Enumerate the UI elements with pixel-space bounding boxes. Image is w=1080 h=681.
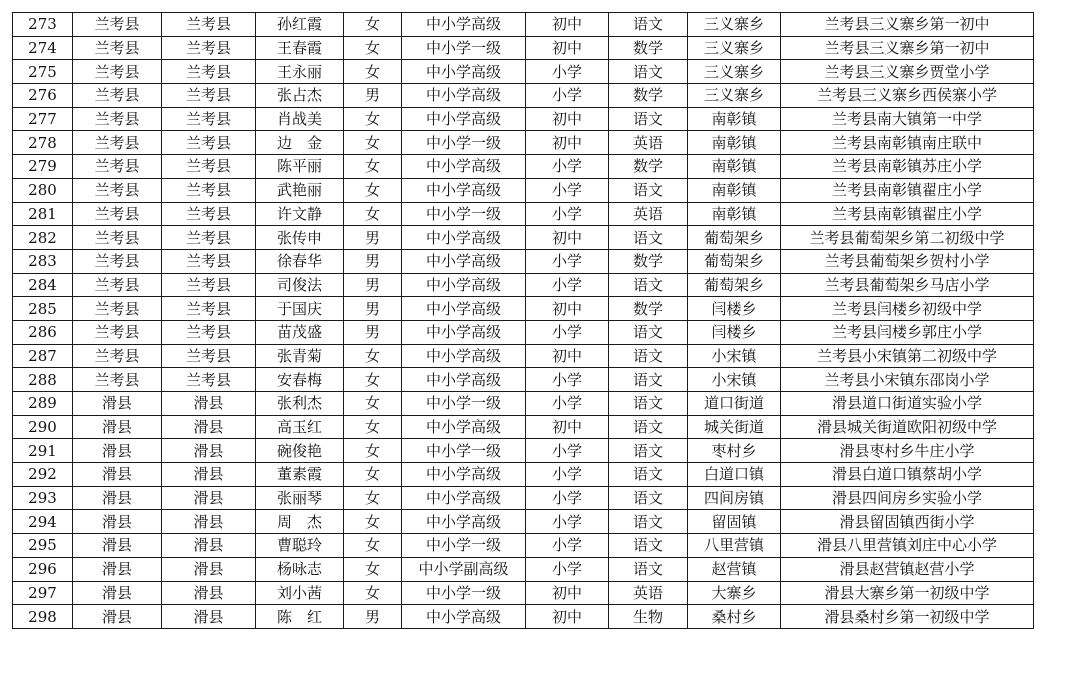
city-cell: 滑县 bbox=[73, 439, 162, 463]
gender-cell: 女 bbox=[344, 344, 402, 368]
row-number: 282 bbox=[13, 226, 73, 250]
subject-cell: 语文 bbox=[609, 344, 688, 368]
name-cell: 王春霞 bbox=[256, 36, 344, 60]
school-level-cell: 初中 bbox=[526, 107, 609, 131]
school-cell: 滑县赵营镇赵营小学 bbox=[781, 557, 1034, 581]
township-cell: 南彰镇 bbox=[688, 155, 781, 179]
township-cell: 南彰镇 bbox=[688, 131, 781, 155]
subject-cell: 语文 bbox=[609, 368, 688, 392]
table-row bbox=[13, 273, 1034, 297]
title-cell: 中小学一级 bbox=[402, 439, 526, 463]
row-number: 281 bbox=[13, 202, 73, 226]
city-cell: 滑县 bbox=[73, 415, 162, 439]
row-number: 288 bbox=[13, 368, 73, 392]
subject-cell: 英语 bbox=[609, 581, 688, 605]
township-cell: 枣村乡 bbox=[688, 439, 781, 463]
city-cell: 兰考县 bbox=[73, 84, 162, 108]
township-cell: 三义寨乡 bbox=[688, 84, 781, 108]
subject-cell: 数学 bbox=[609, 249, 688, 273]
row-number: 283 bbox=[13, 249, 73, 273]
row-number: 285 bbox=[13, 297, 73, 321]
table-body bbox=[13, 13, 1034, 629]
gender-cell: 女 bbox=[344, 439, 402, 463]
title-cell: 中小学高级 bbox=[402, 13, 526, 37]
subject-cell: 生物 bbox=[609, 605, 688, 629]
school-cell: 兰考县葡萄架乡第二初级中学 bbox=[781, 226, 1034, 250]
gender-cell: 男 bbox=[344, 84, 402, 108]
county-cell: 兰考县 bbox=[162, 249, 256, 273]
table-row bbox=[13, 392, 1034, 416]
subject-cell: 语文 bbox=[609, 534, 688, 558]
gender-cell: 女 bbox=[344, 155, 402, 179]
table-row bbox=[13, 439, 1034, 463]
table-row bbox=[13, 534, 1034, 558]
subject-cell: 数学 bbox=[609, 155, 688, 179]
table-row bbox=[13, 249, 1034, 273]
school-level-cell: 小学 bbox=[526, 202, 609, 226]
school-level-cell: 小学 bbox=[526, 486, 609, 510]
county-cell: 滑县 bbox=[162, 581, 256, 605]
county-cell: 兰考县 bbox=[162, 13, 256, 37]
school-cell: 滑县桑村乡第一初级中学 bbox=[781, 605, 1034, 629]
county-cell: 滑县 bbox=[162, 534, 256, 558]
title-cell: 中小学高级 bbox=[402, 226, 526, 250]
title-cell: 中小学高级 bbox=[402, 605, 526, 629]
name-cell: 安春梅 bbox=[256, 368, 344, 392]
city-cell: 兰考县 bbox=[73, 202, 162, 226]
subject-cell: 数学 bbox=[609, 36, 688, 60]
title-cell: 中小学高级 bbox=[402, 84, 526, 108]
subject-cell: 语文 bbox=[609, 178, 688, 202]
subject-cell: 语文 bbox=[609, 392, 688, 416]
school-level-cell: 小学 bbox=[526, 273, 609, 297]
school-cell: 兰考县南彰镇苏庄小学 bbox=[781, 155, 1034, 179]
name-cell: 高玉红 bbox=[256, 415, 344, 439]
title-cell: 中小学高级 bbox=[402, 344, 526, 368]
table-row bbox=[13, 178, 1034, 202]
gender-cell: 女 bbox=[344, 557, 402, 581]
school-cell: 滑县城关街道欧阳初级中学 bbox=[781, 415, 1034, 439]
school-cell: 滑县枣村乡牛庄小学 bbox=[781, 439, 1034, 463]
row-number: 292 bbox=[13, 463, 73, 487]
county-cell: 滑县 bbox=[162, 392, 256, 416]
school-cell: 兰考县葡萄架乡马店小学 bbox=[781, 273, 1034, 297]
subject-cell: 语文 bbox=[609, 226, 688, 250]
gender-cell: 女 bbox=[344, 202, 402, 226]
school-cell: 兰考县葡萄架乡贺村小学 bbox=[781, 249, 1034, 273]
county-cell: 滑县 bbox=[162, 463, 256, 487]
school-cell: 滑县留固镇西街小学 bbox=[781, 510, 1034, 534]
title-cell: 中小学一级 bbox=[402, 392, 526, 416]
gender-cell: 男 bbox=[344, 297, 402, 321]
city-cell: 兰考县 bbox=[73, 226, 162, 250]
name-cell: 碗俊艳 bbox=[256, 439, 344, 463]
city-cell: 兰考县 bbox=[73, 155, 162, 179]
table-row bbox=[13, 320, 1034, 344]
table-row bbox=[13, 486, 1034, 510]
subject-cell: 语文 bbox=[609, 13, 688, 37]
table-row bbox=[13, 415, 1034, 439]
title-cell: 中小学高级 bbox=[402, 368, 526, 392]
row-number: 279 bbox=[13, 155, 73, 179]
city-cell: 兰考县 bbox=[73, 13, 162, 37]
city-cell: 兰考县 bbox=[73, 297, 162, 321]
county-cell: 滑县 bbox=[162, 510, 256, 534]
table-row bbox=[13, 510, 1034, 534]
city-cell: 兰考县 bbox=[73, 60, 162, 84]
city-cell: 滑县 bbox=[73, 581, 162, 605]
school-cell: 兰考县小宋镇东邵岗小学 bbox=[781, 368, 1034, 392]
row-number: 284 bbox=[13, 273, 73, 297]
city-cell: 兰考县 bbox=[73, 131, 162, 155]
school-cell: 滑县道口街道实验小学 bbox=[781, 392, 1034, 416]
school-cell: 兰考县南彰镇翟庄小学 bbox=[781, 202, 1034, 226]
school-cell: 兰考县闫楼乡初级中学 bbox=[781, 297, 1034, 321]
table-row bbox=[13, 344, 1034, 368]
row-number: 296 bbox=[13, 557, 73, 581]
school-level-cell: 小学 bbox=[526, 439, 609, 463]
county-cell: 兰考县 bbox=[162, 320, 256, 344]
name-cell: 武艳丽 bbox=[256, 178, 344, 202]
city-cell: 兰考县 bbox=[73, 36, 162, 60]
name-cell: 司俊法 bbox=[256, 273, 344, 297]
township-cell: 葡萄架乡 bbox=[688, 249, 781, 273]
title-cell: 中小学高级 bbox=[402, 60, 526, 84]
school-cell: 兰考县小宋镇第二初级中学 bbox=[781, 344, 1034, 368]
county-cell: 兰考县 bbox=[162, 202, 256, 226]
table-row bbox=[13, 226, 1034, 250]
name-cell: 王永丽 bbox=[256, 60, 344, 84]
title-cell: 中小学高级 bbox=[402, 178, 526, 202]
city-cell: 滑县 bbox=[73, 510, 162, 534]
county-cell: 兰考县 bbox=[162, 178, 256, 202]
row-number: 291 bbox=[13, 439, 73, 463]
title-cell: 中小学高级 bbox=[402, 297, 526, 321]
title-cell: 中小学高级 bbox=[402, 510, 526, 534]
school-level-cell: 小学 bbox=[526, 84, 609, 108]
county-cell: 兰考县 bbox=[162, 368, 256, 392]
county-cell: 滑县 bbox=[162, 439, 256, 463]
county-cell: 滑县 bbox=[162, 415, 256, 439]
subject-cell: 语文 bbox=[609, 557, 688, 581]
gender-cell: 女 bbox=[344, 131, 402, 155]
school-cell: 兰考县三义寨乡贾堂小学 bbox=[781, 60, 1034, 84]
county-cell: 滑县 bbox=[162, 557, 256, 581]
title-cell: 中小学高级 bbox=[402, 107, 526, 131]
subject-cell: 语文 bbox=[609, 60, 688, 84]
township-cell: 留固镇 bbox=[688, 510, 781, 534]
school-cell: 兰考县闫楼乡郭庄小学 bbox=[781, 320, 1034, 344]
county-cell: 滑县 bbox=[162, 605, 256, 629]
city-cell: 兰考县 bbox=[73, 178, 162, 202]
school-level-cell: 小学 bbox=[526, 463, 609, 487]
subject-cell: 英语 bbox=[609, 131, 688, 155]
row-number: 276 bbox=[13, 84, 73, 108]
school-cell: 兰考县三义寨乡第一初中 bbox=[781, 13, 1034, 37]
school-cell: 兰考县南大镇第一中学 bbox=[781, 107, 1034, 131]
title-cell: 中小学一级 bbox=[402, 131, 526, 155]
subject-cell: 语文 bbox=[609, 463, 688, 487]
city-cell: 滑县 bbox=[73, 392, 162, 416]
subject-cell: 语文 bbox=[609, 107, 688, 131]
name-cell: 张利杰 bbox=[256, 392, 344, 416]
name-cell: 许文静 bbox=[256, 202, 344, 226]
name-cell: 董素霞 bbox=[256, 463, 344, 487]
school-level-cell: 初中 bbox=[526, 605, 609, 629]
school-level-cell: 小学 bbox=[526, 510, 609, 534]
gender-cell: 女 bbox=[344, 415, 402, 439]
school-level-cell: 小学 bbox=[526, 178, 609, 202]
row-number: 275 bbox=[13, 60, 73, 84]
row-number: 293 bbox=[13, 486, 73, 510]
school-level-cell: 初中 bbox=[526, 344, 609, 368]
row-number: 278 bbox=[13, 131, 73, 155]
township-cell: 三义寨乡 bbox=[688, 60, 781, 84]
gender-cell: 女 bbox=[344, 463, 402, 487]
table-row bbox=[13, 107, 1034, 131]
school-cell: 滑县大寨乡第一初级中学 bbox=[781, 581, 1034, 605]
school-cell: 兰考县三义寨乡西侯寨小学 bbox=[781, 84, 1034, 108]
school-level-cell: 初中 bbox=[526, 297, 609, 321]
school-level-cell: 小学 bbox=[526, 60, 609, 84]
title-cell: 中小学高级 bbox=[402, 463, 526, 487]
county-cell: 兰考县 bbox=[162, 107, 256, 131]
name-cell: 陈 红 bbox=[256, 605, 344, 629]
city-cell: 滑县 bbox=[73, 534, 162, 558]
table-row bbox=[13, 463, 1034, 487]
name-cell: 张占杰 bbox=[256, 84, 344, 108]
school-cell: 滑县八里营镇刘庄中心小学 bbox=[781, 534, 1034, 558]
subject-cell: 语文 bbox=[609, 510, 688, 534]
township-cell: 道口街道 bbox=[688, 392, 781, 416]
title-cell: 中小学一级 bbox=[402, 202, 526, 226]
table-row bbox=[13, 202, 1034, 226]
city-cell: 兰考县 bbox=[73, 368, 162, 392]
table-row bbox=[13, 581, 1034, 605]
township-cell: 赵营镇 bbox=[688, 557, 781, 581]
title-cell: 中小学高级 bbox=[402, 320, 526, 344]
township-cell: 小宋镇 bbox=[688, 344, 781, 368]
city-cell: 滑县 bbox=[73, 605, 162, 629]
school-level-cell: 初中 bbox=[526, 131, 609, 155]
name-cell: 孙红霞 bbox=[256, 13, 344, 37]
name-cell: 徐春华 bbox=[256, 249, 344, 273]
name-cell: 曹聪玲 bbox=[256, 534, 344, 558]
row-number: 273 bbox=[13, 13, 73, 37]
township-cell: 白道口镇 bbox=[688, 463, 781, 487]
row-number: 298 bbox=[13, 605, 73, 629]
gender-cell: 男 bbox=[344, 226, 402, 250]
row-number: 287 bbox=[13, 344, 73, 368]
city-cell: 兰考县 bbox=[73, 320, 162, 344]
name-cell: 张传申 bbox=[256, 226, 344, 250]
township-cell: 闫楼乡 bbox=[688, 320, 781, 344]
township-cell: 小宋镇 bbox=[688, 368, 781, 392]
name-cell: 于国庆 bbox=[256, 297, 344, 321]
row-number: 277 bbox=[13, 107, 73, 131]
township-cell: 葡萄架乡 bbox=[688, 273, 781, 297]
gender-cell: 男 bbox=[344, 249, 402, 273]
name-cell: 肖战美 bbox=[256, 107, 344, 131]
row-number: 289 bbox=[13, 392, 73, 416]
row-number: 294 bbox=[13, 510, 73, 534]
title-cell: 中小学高级 bbox=[402, 273, 526, 297]
name-cell: 刘小茜 bbox=[256, 581, 344, 605]
township-cell: 葡萄架乡 bbox=[688, 226, 781, 250]
county-cell: 兰考县 bbox=[162, 226, 256, 250]
gender-cell: 女 bbox=[344, 534, 402, 558]
township-cell: 大寨乡 bbox=[688, 581, 781, 605]
gender-cell: 女 bbox=[344, 368, 402, 392]
name-cell: 边 金 bbox=[256, 131, 344, 155]
gender-cell: 女 bbox=[344, 60, 402, 84]
title-cell: 中小学副高级 bbox=[402, 557, 526, 581]
school-level-cell: 初中 bbox=[526, 415, 609, 439]
township-cell: 城关街道 bbox=[688, 415, 781, 439]
gender-cell: 女 bbox=[344, 107, 402, 131]
school-cell: 滑县四间房乡实验小学 bbox=[781, 486, 1034, 510]
school-level-cell: 小学 bbox=[526, 320, 609, 344]
county-cell: 兰考县 bbox=[162, 60, 256, 84]
title-cell: 中小学一级 bbox=[402, 534, 526, 558]
table-row bbox=[13, 131, 1034, 155]
school-cell: 滑县白道口镇蔡胡小学 bbox=[781, 463, 1034, 487]
school-level-cell: 小学 bbox=[526, 368, 609, 392]
school-cell: 兰考县南彰镇南庄联中 bbox=[781, 131, 1034, 155]
school-cell: 兰考县南彰镇翟庄小学 bbox=[781, 178, 1034, 202]
county-cell: 滑县 bbox=[162, 486, 256, 510]
gender-cell: 男 bbox=[344, 605, 402, 629]
name-cell: 杨咏志 bbox=[256, 557, 344, 581]
city-cell: 兰考县 bbox=[73, 273, 162, 297]
title-cell: 中小学高级 bbox=[402, 486, 526, 510]
gender-cell: 男 bbox=[344, 320, 402, 344]
city-cell: 滑县 bbox=[73, 463, 162, 487]
table-row bbox=[13, 297, 1034, 321]
township-cell: 南彰镇 bbox=[688, 107, 781, 131]
subject-cell: 语文 bbox=[609, 486, 688, 510]
title-cell: 中小学一级 bbox=[402, 36, 526, 60]
city-cell: 滑县 bbox=[73, 557, 162, 581]
city-cell: 兰考县 bbox=[73, 249, 162, 273]
county-cell: 兰考县 bbox=[162, 344, 256, 368]
row-number: 280 bbox=[13, 178, 73, 202]
row-number: 295 bbox=[13, 534, 73, 558]
gender-cell: 男 bbox=[344, 273, 402, 297]
title-cell: 中小学一级 bbox=[402, 581, 526, 605]
township-cell: 八里营镇 bbox=[688, 534, 781, 558]
name-cell: 陈平丽 bbox=[256, 155, 344, 179]
row-number: 297 bbox=[13, 581, 73, 605]
township-cell: 南彰镇 bbox=[688, 178, 781, 202]
school-level-cell: 小学 bbox=[526, 249, 609, 273]
county-cell: 兰考县 bbox=[162, 36, 256, 60]
table-row bbox=[13, 605, 1034, 629]
gender-cell: 女 bbox=[344, 581, 402, 605]
school-level-cell: 初中 bbox=[526, 36, 609, 60]
title-cell: 中小学高级 bbox=[402, 249, 526, 273]
name-cell: 张青菊 bbox=[256, 344, 344, 368]
teacher-list-table bbox=[12, 12, 1034, 629]
table-row bbox=[13, 36, 1034, 60]
township-cell: 南彰镇 bbox=[688, 202, 781, 226]
school-level-cell: 初中 bbox=[526, 13, 609, 37]
table-row bbox=[13, 557, 1034, 581]
township-cell: 四间房镇 bbox=[688, 486, 781, 510]
row-number: 274 bbox=[13, 36, 73, 60]
name-cell: 苗茂盛 bbox=[256, 320, 344, 344]
subject-cell: 语文 bbox=[609, 273, 688, 297]
county-cell: 兰考县 bbox=[162, 155, 256, 179]
gender-cell: 女 bbox=[344, 486, 402, 510]
school-level-cell: 初中 bbox=[526, 226, 609, 250]
row-number: 290 bbox=[13, 415, 73, 439]
township-cell: 闫楼乡 bbox=[688, 297, 781, 321]
title-cell: 中小学高级 bbox=[402, 155, 526, 179]
table-row bbox=[13, 13, 1034, 37]
table-row bbox=[13, 155, 1034, 179]
subject-cell: 数学 bbox=[609, 297, 688, 321]
county-cell: 兰考县 bbox=[162, 273, 256, 297]
township-cell: 三义寨乡 bbox=[688, 13, 781, 37]
subject-cell: 语文 bbox=[609, 320, 688, 344]
title-cell: 中小学高级 bbox=[402, 415, 526, 439]
subject-cell: 语文 bbox=[609, 439, 688, 463]
city-cell: 兰考县 bbox=[73, 344, 162, 368]
city-cell: 兰考县 bbox=[73, 107, 162, 131]
gender-cell: 女 bbox=[344, 36, 402, 60]
table-row bbox=[13, 84, 1034, 108]
subject-cell: 数学 bbox=[609, 84, 688, 108]
table-row bbox=[13, 368, 1034, 392]
school-level-cell: 初中 bbox=[526, 581, 609, 605]
gender-cell: 女 bbox=[344, 13, 402, 37]
name-cell: 张丽琴 bbox=[256, 486, 344, 510]
school-level-cell: 小学 bbox=[526, 392, 609, 416]
school-level-cell: 小学 bbox=[526, 155, 609, 179]
township-cell: 桑村乡 bbox=[688, 605, 781, 629]
county-cell: 兰考县 bbox=[162, 131, 256, 155]
table-row bbox=[13, 60, 1034, 84]
county-cell: 兰考县 bbox=[162, 297, 256, 321]
school-level-cell: 小学 bbox=[526, 557, 609, 581]
school-cell: 兰考县三义寨乡第一初中 bbox=[781, 36, 1034, 60]
gender-cell: 女 bbox=[344, 510, 402, 534]
gender-cell: 女 bbox=[344, 392, 402, 416]
county-cell: 兰考县 bbox=[162, 84, 256, 108]
subject-cell: 英语 bbox=[609, 202, 688, 226]
row-number: 286 bbox=[13, 320, 73, 344]
subject-cell: 语文 bbox=[609, 415, 688, 439]
school-level-cell: 小学 bbox=[526, 534, 609, 558]
gender-cell: 女 bbox=[344, 178, 402, 202]
township-cell: 三义寨乡 bbox=[688, 36, 781, 60]
name-cell: 周 杰 bbox=[256, 510, 344, 534]
city-cell: 滑县 bbox=[73, 486, 162, 510]
